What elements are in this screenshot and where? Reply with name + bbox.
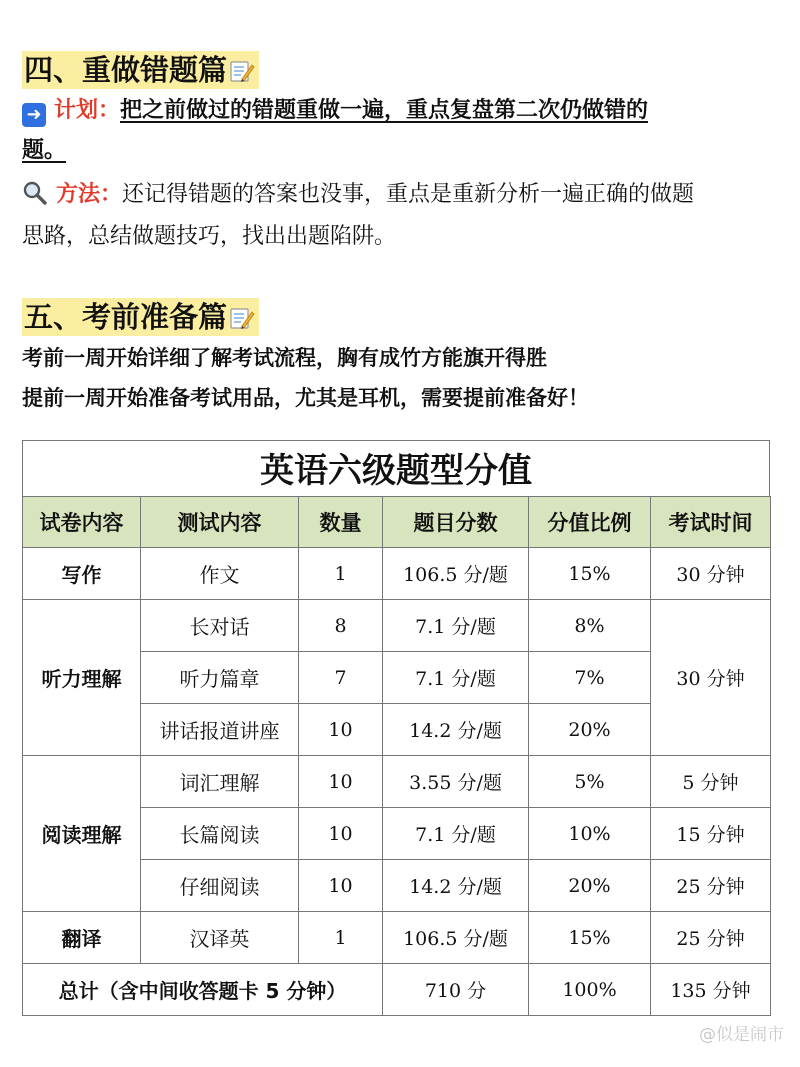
method-label: 方法： <box>56 182 123 207</box>
time-cell: 25 分钟 <box>651 912 771 964</box>
plan-line-2 <box>22 136 66 166</box>
method-text-line-1: 还记得错题的答案也没事，重点是重新分析一遍正确的做题 <box>122 182 695 207</box>
total-ratio: 100% <box>529 964 651 1016</box>
table-header-row <box>23 497 771 548</box>
score-table <box>22 496 771 1016</box>
plan-text-line-1: 把之前做过的错题重做一遍，重点复盘第二次仍做错的 <box>120 98 649 123</box>
plan-line-1 <box>22 96 648 127</box>
ratio-cell: 5% <box>529 756 651 808</box>
table-row <box>23 912 771 964</box>
count-cell: 1 <box>299 912 383 964</box>
group-translation: 翻译 <box>23 912 141 964</box>
item-cell: 作文 <box>141 548 299 600</box>
group-listening: 听力理解 <box>23 600 141 756</box>
method-text-line-2: 思路，总结做题技巧，找出出题陷阱。 <box>22 224 397 249</box>
plan-text-line-2: 题。 <box>22 138 67 163</box>
ratio-cell: 15% <box>529 548 651 600</box>
method-line-2 <box>22 222 396 252</box>
memo-icon <box>229 59 255 83</box>
ratio-cell: 7% <box>529 652 651 704</box>
table-row <box>23 600 771 652</box>
score-cell: 7.1 分/题 <box>383 652 529 704</box>
prep-line-2: 提前一周开始准备考试用品，尤其是耳机，需要提前准备好！ <box>22 386 589 410</box>
plan-label: 计划： <box>54 98 121 123</box>
header-cell: 试卷内容 <box>23 497 141 548</box>
group-writing: 写作 <box>23 548 141 600</box>
memo-icon <box>229 306 255 330</box>
item-cell: 汉译英 <box>141 912 299 964</box>
time-cell: 5 分钟 <box>651 756 771 808</box>
total-score: 710 分 <box>383 964 529 1016</box>
header-cell: 考试时间 <box>651 497 771 548</box>
count-cell: 10 <box>299 756 383 808</box>
ratio-cell: 20% <box>529 704 651 756</box>
item-cell: 词汇理解 <box>141 756 299 808</box>
score-table-container <box>22 440 770 1024</box>
section-4-title <box>22 51 259 89</box>
section-5-title <box>22 298 259 336</box>
score-cell: 14.2 分/题 <box>383 704 529 756</box>
score-cell: 14.2 分/题 <box>383 860 529 912</box>
header-cell: 分值比例 <box>529 497 651 548</box>
score-cell: 3.55 分/题 <box>383 756 529 808</box>
ratio-cell: 8% <box>529 600 651 652</box>
total-label: 总计（含中间收答题卡 5 分钟） <box>23 964 383 1016</box>
count-cell: 8 <box>299 600 383 652</box>
header-cell: 题目分数 <box>383 497 529 548</box>
section-4-title-text: 四、重做错题篇 <box>24 53 228 87</box>
table-row <box>23 548 771 600</box>
item-cell: 讲话报道讲座 <box>141 704 299 756</box>
item-cell: 长篇阅读 <box>141 808 299 860</box>
item-cell: 仔细阅读 <box>141 860 299 912</box>
time-cell: 30 分钟 <box>651 600 771 756</box>
total-row <box>23 964 771 1016</box>
group-reading: 阅读理解 <box>23 756 141 912</box>
count-cell: 10 <box>299 860 383 912</box>
item-cell: 长对话 <box>141 600 299 652</box>
count-cell: 1 <box>299 548 383 600</box>
ratio-cell: 20% <box>529 860 651 912</box>
total-time: 135 分钟 <box>651 964 771 1016</box>
score-cell: 106.5 分/题 <box>383 912 529 964</box>
table-title: 英语六级题型分值 <box>22 440 770 497</box>
table-row <box>23 756 771 808</box>
section-5-title-text: 五、考前准备篇 <box>24 300 228 334</box>
score-cell: 7.1 分/题 <box>383 808 529 860</box>
ratio-cell: 15% <box>529 912 651 964</box>
watermark: @似是闹市 <box>699 1025 784 1045</box>
score-cell: 106.5 分/题 <box>383 548 529 600</box>
prep-line-1: 考前一周开始详细了解考试流程，胸有成竹方能旗开得胜 <box>22 346 547 370</box>
time-cell: 30 分钟 <box>651 548 771 600</box>
method-line-1 <box>22 180 694 210</box>
time-cell: 15 分钟 <box>651 808 771 860</box>
magnifier-icon <box>22 180 48 206</box>
time-cell: 25 分钟 <box>651 860 771 912</box>
score-cell: 7.1 分/题 <box>383 600 529 652</box>
ratio-cell: 10% <box>529 808 651 860</box>
header-cell: 数量 <box>299 497 383 548</box>
header-cell: 测试内容 <box>141 497 299 548</box>
count-cell: 10 <box>299 808 383 860</box>
count-cell: 10 <box>299 704 383 756</box>
count-cell: 7 <box>299 652 383 704</box>
right-arrow-icon: ➜ <box>22 103 46 127</box>
item-cell: 听力篇章 <box>141 652 299 704</box>
